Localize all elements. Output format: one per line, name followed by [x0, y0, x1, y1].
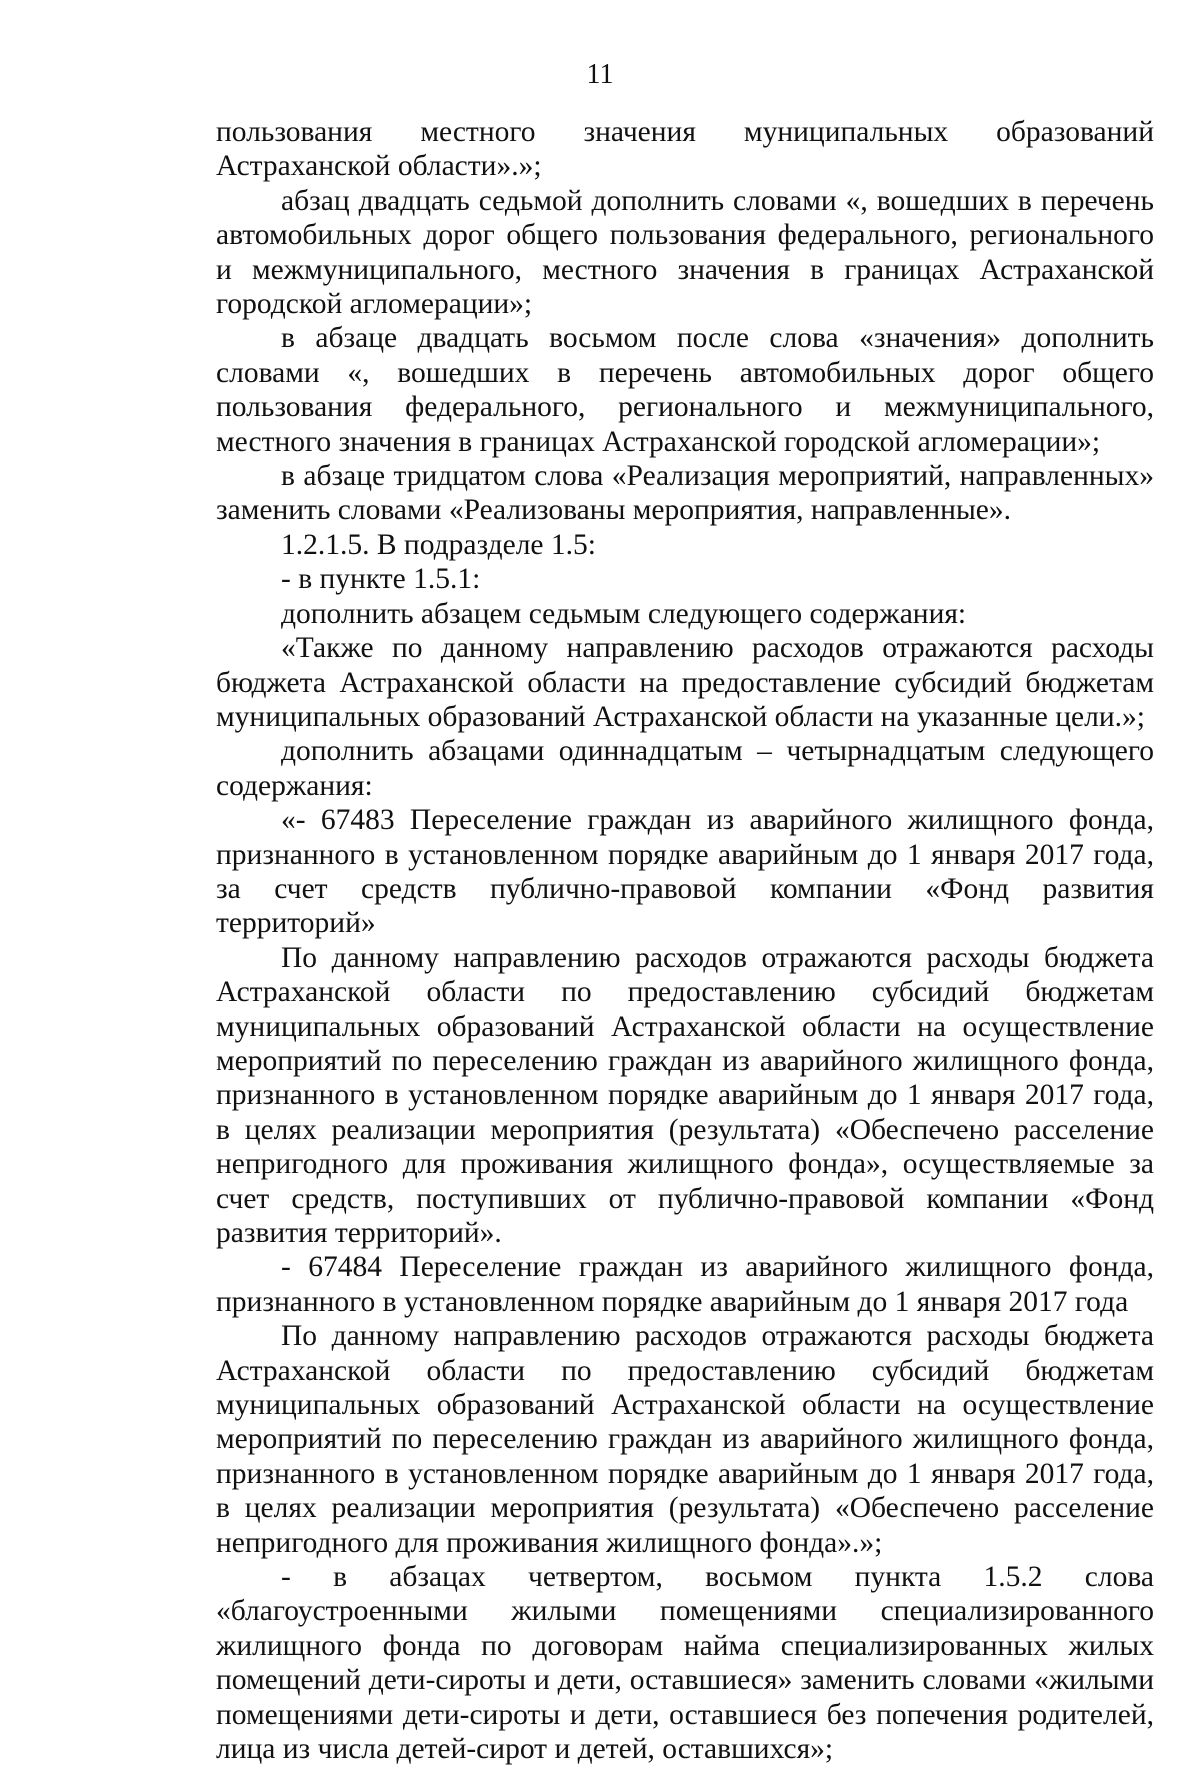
- paragraph-2: абзац двадцать седьмой дополнить словами «, вошедших в перечень автомобильных дорог общего пользования федерального, регионального и межмуниципального, местного значения в границах Астраханской городской агломерации»;: [216, 184, 1154, 321]
- paragraph-1: пользования местного значения муниципальных образований Астраханской области».»;: [216, 116, 1154, 183]
- paragraph-9: дополнить абзацами одиннадцатым – четырнадцатым следующего содержания:: [216, 735, 1154, 802]
- paragraph-3: в абзаце двадцать восьмом после слова «значения» дополнить словами «, вошедших в перечень автомобильных дорог общего пользования федерального, регионального и межмуниципального, местного значения в границах Астраханской городской агломерации»;: [216, 322, 1154, 458]
- paragraph-6: - в пункте 1.5.1:: [281, 563, 481, 596]
- paragraph-14: - в абзацах четвертом, восьмом пункта 1.5.2 слова «благоустроенными жилыми помещениями специализированного жилищного фонда по договорам найма специализированных жилых помещений дети-сироты и дети, оставшиеся» заменить словами «жилыми помещениями дети-сироты и дети, оставшиеся без попечения родителей, лица из числа детей-сирот и детей, оставшихся»;: [216, 1561, 1154, 1766]
- paragraph-7: дополнить абзацем седьмым следующего содержания:: [281, 597, 967, 630]
- paragraph-5: 1.2.1.5. В подразделе 1.5:: [281, 528, 596, 561]
- paragraph-13: По данному направлению расходов отражаются расходы бюджета Астраханской области по предоставлению субсидий бюджетам муниципальных образований Астраханской области на осуществление мероприятий по переселению граждан из аварийного жилищного фонда, признанного в установленном порядке аварийным до 1 января 2017 года, в целях реализации мероприятия (результата) «Обеспечено расселение непригодного для проживания жилищного фонда».»;: [216, 1320, 1154, 1559]
- paragraph-8: «Также по данному направлению расходов отражаются расходы бюджета Астраханской области на предоставление субсидий бюджетам муниципальных образований Астраханской области на указанные цели.»;: [216, 632, 1154, 733]
- page-number: 11: [586, 59, 614, 90]
- paragraph-12: - 67484 Переселение граждан из аварийного жилищного фонда, признанного в установленном порядке аварийным до 1 января 2017 года: [216, 1251, 1154, 1318]
- document-body: [216, 115, 1154, 1767]
- paragraph-4: в абзаце тридцатом слова «Реализация мероприятий, направленных» заменить словами «Реализованы мероприятия, направленные».: [216, 460, 1154, 527]
- paragraph-10: «- 67483 Переселение граждан из аварийного жилищного фонда, признанного в установленном порядке аварийным до 1 января 2017 года, за счет средств публично-правовой компании «Фонд развития территорий»: [216, 804, 1154, 940]
- paragraph-11: По данному направлению расходов отражаются расходы бюджета Астраханской области по предоставлению субсидий бюджетам муниципальных образований Астраханской области на осуществление мероприятий по переселению граждан из аварийного жилищного фонда, признанного в установленном порядке аварийным до 1 января 2017 года, в целях реализации мероприятия (результата) «Обеспечено расселение непригодного для проживания жилищного фонда», осуществляемые за счет средств, поступивших от публично-правовой компании «Фонд развития территорий».: [216, 941, 1154, 1249]
